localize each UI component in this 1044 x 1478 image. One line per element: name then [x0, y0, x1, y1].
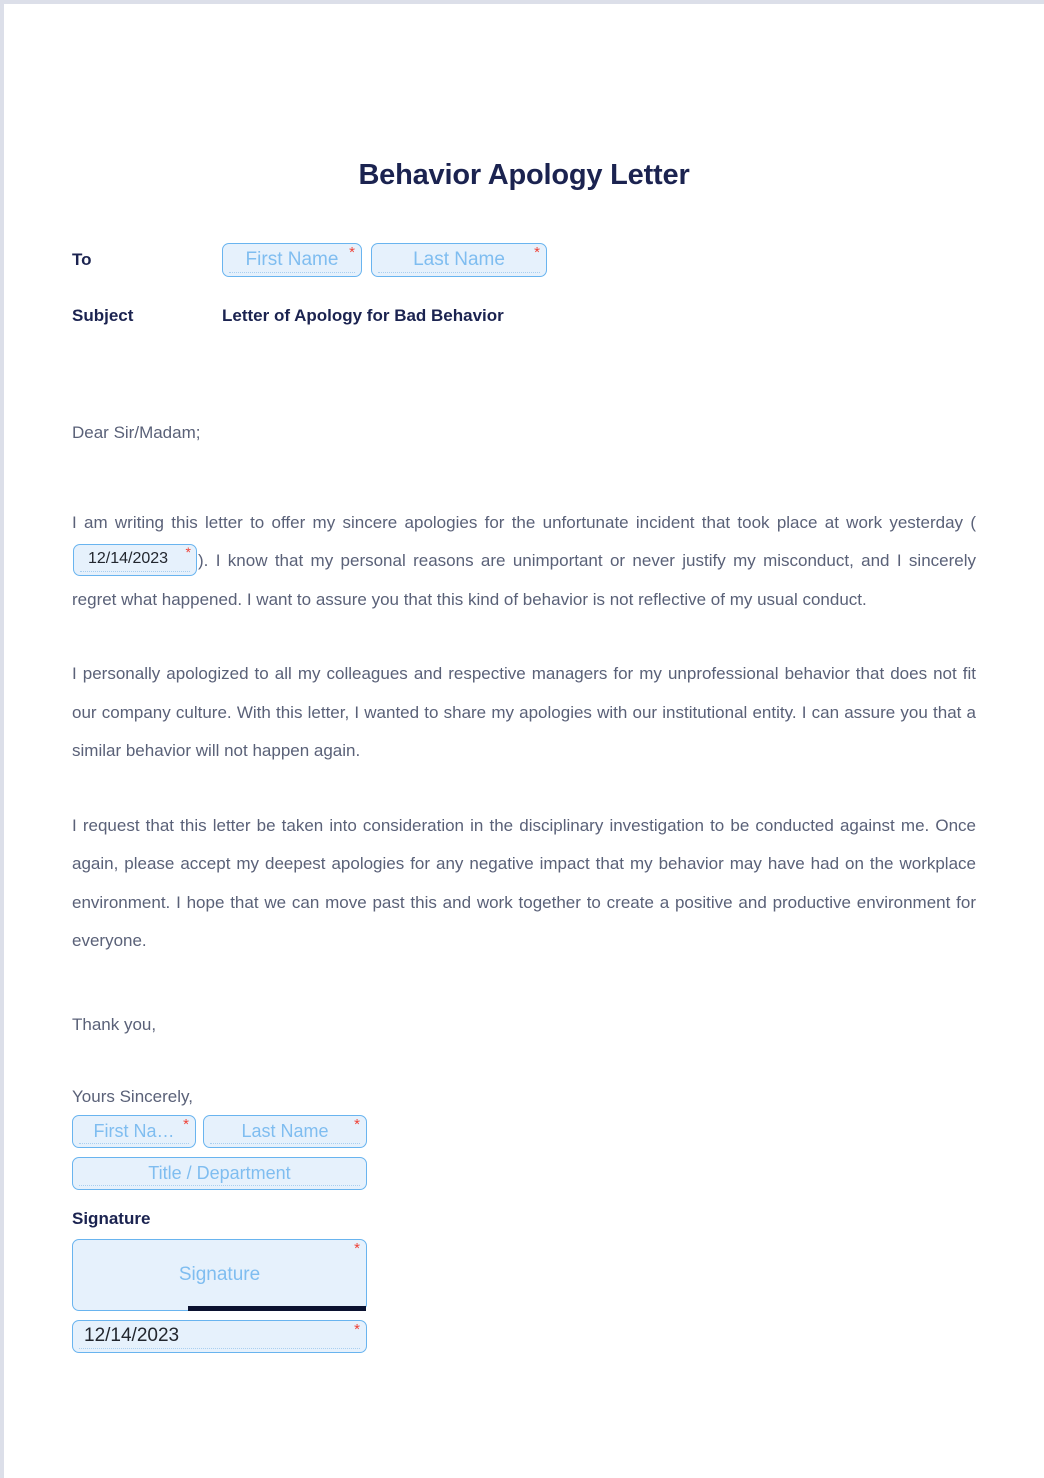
paragraph-3: I request that this letter be taken into consideration in the disciplinary investigation to be conducted against me. Once again, please accept my deepest apologies for any negative impact that my behavior may have had on the workplace environment. I hope that we can move past this and work together to create a positive and productive environment for everyone.	[72, 815, 976, 950]
signer-first-name-placeholder: First Na…	[93, 1120, 175, 1141]
signature-input[interactable]	[72, 1239, 367, 1311]
signer-last-name-placeholder: Last Name	[241, 1120, 329, 1141]
signature-block	[72, 1239, 367, 1353]
sincerely-line: Yours Sincerely,	[72, 1086, 193, 1106]
signature-date-input[interactable]	[72, 1320, 367, 1353]
greeting-line: Dear Sir/Madam;	[72, 423, 201, 442]
recipient-first-name-input[interactable]	[222, 243, 362, 277]
paragraph-2: I personally apologized to all my colleagues and respective managers for my unprofessional behavior that does not fit our company culture. With this letter, I wanted to share my apologies with our institutional entity. I can assure you that a similar behavior will not happen again.	[72, 664, 976, 760]
signer-name-row	[72, 1115, 976, 1148]
letter-header	[72, 242, 976, 334]
signature-date-value: 12/14/2023	[84, 1325, 180, 1346]
recipient-last-name-placeholder: Last Name	[413, 249, 505, 270]
letter-closing	[72, 1015, 976, 1353]
recipient-first-name-placeholder: First Name	[245, 249, 339, 270]
required-asterisk-icon: *	[185, 543, 191, 560]
letter-body	[72, 420, 976, 961]
signature-section-label: Signature	[72, 1208, 151, 1228]
signer-last-name-input[interactable]	[203, 1115, 367, 1148]
subject-label: Subject	[72, 306, 134, 325]
to-fields	[222, 243, 547, 277]
signer-first-name-input[interactable]	[72, 1115, 196, 1148]
required-asterisk-icon: *	[354, 1320, 360, 1338]
signer-title-department-placeholder: Title / Department	[148, 1162, 291, 1183]
signer-title-department-input[interactable]	[72, 1157, 367, 1190]
signature-baseline	[188, 1306, 366, 1311]
required-asterisk-icon: *	[354, 1115, 360, 1133]
required-asterisk-icon: *	[349, 244, 355, 261]
subject-row	[72, 298, 976, 334]
subject-value: Letter of Apology for Bad Behavior	[222, 306, 504, 325]
page-title: Behavior Apology Letter	[358, 159, 690, 191]
incident-date-input[interactable]	[73, 544, 197, 576]
required-asterisk-icon: *	[354, 1239, 360, 1257]
paragraph-1-part-2: ). I know that my personal reasons are unimportant or never justify my misconduct, and I sincerely regret what happened. I want to assure you that this kind of behavior is not reflective of my usual conduct.	[72, 551, 976, 609]
to-row	[72, 242, 976, 278]
paragraph-1-part-1: I am writing this letter to offer my sincere apologies for the unfortunate incident that took place at work yesterday (	[72, 512, 976, 532]
recipient-last-name-input[interactable]	[371, 243, 547, 277]
letter-sheet	[4, 4, 1044, 1353]
incident-date-value: 12/14/2023	[87, 550, 169, 568]
required-asterisk-icon: *	[183, 1115, 189, 1133]
required-asterisk-icon: *	[534, 244, 540, 261]
signature-placeholder: Signature	[178, 1263, 261, 1285]
to-label: To	[72, 250, 92, 269]
paragraph-1	[72, 504, 976, 620]
thank-you-line: Thank you,	[72, 1014, 157, 1034]
